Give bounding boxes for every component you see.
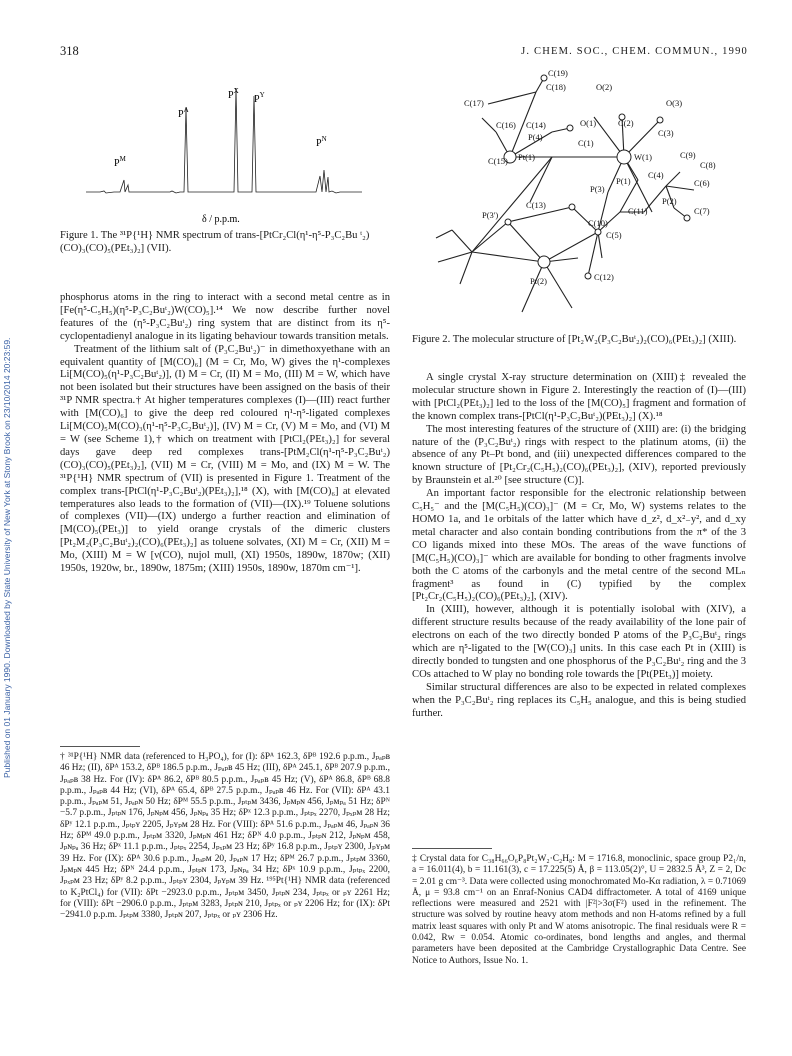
atom-c7: C(7) — [694, 206, 710, 216]
crystal-data-footnote: ‡ Crystal data for C₃₈H₆₆O₆P₈Pt₂W₂·C₂H₈: M = 1716.8, monoclinic, space group P2₁/n, a = 16.011(4), b = 11.161(3), c = 17.225(5) Å, β = 113.05(2)°, U = 2832.5 Å³, Z = 2, Dc = 2.01 g cm⁻³. Data were collected using monochromated Mo-Kα radiation, λ = 0.71069 Å, μ = 93.8 cm⁻¹ on an Enraf-Nonius CAD4 diffractometer. A total of 4169 unique reflections were measured and 2521 with |F²|>3σ(F²) used in the refinement. The structure was solved by routine heavy atom methods and non H-atoms refined by a full matrix least squares with only Pt and W atoms anisotropic. The final residuals were R = 0.042, Rw = 0.054. Atomic co-ordinates, bond lengths and angles, and thermal parameters have been deposited at the Cambridge Crystallographic Data Centre. See Notice to Authors, Issue No. 1. — [412, 854, 746, 966]
atom-c8: C(8) — [700, 160, 716, 170]
footnote-rule-left — [60, 746, 140, 747]
atom-c10: C(10) — [588, 218, 608, 228]
atom-c3: C(3) — [658, 128, 674, 138]
journal-header: J. CHEM. SOC., CHEM. COMMUN., 1990 — [521, 46, 748, 57]
footnote-rule-right — [412, 848, 492, 849]
atom-c17: C(17) — [464, 98, 484, 108]
page-number: 318 — [60, 44, 79, 58]
atom-c5: C(5) — [606, 230, 622, 240]
nmr-data-footnote: † ³¹P{¹H} NMR data (referenced to H₃PO₄), for (I): δPᴬ 162.3, δPᴮ 192.6 p.p.m., Jₚₐₚʙ 46 Hz; (II), δPᴬ 153.2, δPᴮ 186.5 p.p.m., Jₚₐₚʙ 45 Hz; (III), δPᴬ 245.1, δPᴮ 207.9 p.p.m., Jₚₐₚʙ 38 Hz. For (IV): δPᴬ 86.2, δPᴮ 80.5 p.p.m., Jₚₐₚʙ 45 Hz; (V), δPᴬ 86.8, δPᴮ 68.8 p.p.m., Jₚₐₚʙ 44 Hz; (VI), δPᴬ 65.4, δPᴮ 27.5 p.p.m., Jₚₐₚʙ 46 Hz. For (VII): δPᴬ 43.1 p.p.m., Jₚₐₚᴍ 51, Jₚₐₚɴ 50 Hz; δPᴹ 55.5 p.p.m., Jₚₜₚᴍ 3436, Jₚᴍₚɴ 456, Jₚᴍₚₐ 51 Hz; δPᴺ −5.7 p.p.m., Jₚₜₚɴ 176, Jₚɴₚᴍ 456, Jₚɴₚₐ 35 Hz; δPˣ 12.3 p.p.m., Jₚₜₚₓ 2270, Jₚₓₚᴍ 28 Hz; δPʸ 12.1 p.p.m., Jₚₜₚʏ 2205, Jₚʏₚᴍ 28 Hz. For (VIII): δPᴬ 51.6 p.p.m., Jₚₐₚᴍ 46, Jₚₐₚɴ 36 Hz; δPᴹ 49.0 p.p.m., Jₚₜₚᴍ 3320, Jₚᴍₚɴ 461 Hz; δPᴺ 4.0 p.p.m., Jₚₜₚɴ 212, Jₚɴₚᴍ 458, Jₚɴₚₐ 36 Hz; δPˣ 11.1 p.p.m., Jₚₜₚₓ 2254, Jₚₓₚᴍ 23 Hz; δPʸ 16.8 p.p.m., Jₚₜₚʏ 2300, Jₚʏₚᴍ 39 Hz. For (IX): δPᴬ 30.6 p.p.m., Jₚₐₚᴍ 20, Jₚₐₚɴ 17 Hz; δPᴹ 26.7 p.p.m., Jₚₜₚᴍ 3360, Jₚᴍₚɴ 445 Hz; δPᴺ 24.4 p.p.m., Jₚₜₚɴ 173, Jₚɴₚₐ 34 Hz; δPˣ 10.9 p.p.m., Jₚₜₚₓ 2200, Jₚₓₚᴍ 23 Hz; δPʸ 8.2 p.p.m., Jₚₜₚʏ 2304, Jₚʏₚᴍ 39 Hz. ¹⁹⁵Pt{¹H} NMR data (referenced to K₂PtCl₄) for (VII): δPt −2923.0 p.p.m., Jₚₜₚᴍ 3450, Jₚₜₚɴ 234, Jₚₜₚₓ or ₚʏ 2261 Hz; for (VIII): δPt −2906.0 p.p.m., Jₚₜₚᴍ 3283, Jₚₜₚɴ 210, Jₚₜₚₓ or ₚʏ 2206 Hz; for (IX): δPt −2941.0 p.p.m. Jₚₜₚᴍ 3380, Jₚₜₚɴ 207, Jₚₜₚₓ or ₚʏ 2306 Hz. — [60, 752, 390, 921]
atom-o2: O(2) — [596, 82, 613, 92]
atom-c1: C(1) — [578, 138, 594, 148]
atom-c18: C(18) — [546, 82, 566, 92]
atom-c19: C(19) — [548, 68, 568, 78]
atom-o1: O(1) — [580, 118, 597, 128]
peak-label-pn: $P^N$ — [316, 135, 327, 149]
peak-label-px: $P^X$ — [228, 87, 239, 101]
right-paragraph-1: A single crystal X-ray structure determination on (XIII)‡ revealed the molecular structure shown in Figure 2. Interestingly the reaction of (I)—(III) with [PtCl₂(PEt₃)₂] led to the loss of the [M(CO)₅] fragment and formation of the known complex trans-[PtCl(η¹-P₃C₂Buᵗ₂)(PEt₃)₂] (X).¹⁸ — [412, 372, 746, 422]
peak-label-py: $P^Y$ — [254, 91, 265, 105]
atom-c9: C(9) — [680, 150, 696, 160]
atom-c6: C(6) — [694, 178, 710, 188]
atom-c15: C(15) — [488, 156, 508, 166]
molecule-svg — [412, 62, 732, 334]
right-paragraph-3: An important factor responsible for the electronic relationship between C₅H₅⁻ and the [M(C₅H₅)(CO)₃]⁻ (M = Cr, Mo, W) systems relates to the HOMO 1a, and 1e orbitals of the latter which have d_z², d_x²₋y², and d_xy metal character and also contain bonding contributions from the π* of the 3 CO ligands mixed into these MOs. The areas of the wave functions of [M(C₅H₅)(CO)₃]⁻ which are available for bonding to other fragments involve both the C atoms of the carbonyls and the metal centre of the second MLₙ fragment³ as found in (C) typified by the complex [Pt₂Cr₂(C₅H₅)₂(CO)₆(PEt₃)₂], (XIV). — [412, 488, 746, 603]
atom-c2: C(2) — [618, 118, 634, 128]
left-paragraph-2: Treatment of the lithium salt of (P₃C₂Buᵗ₂)⁻ in dimethoxyethane with an equivalent quantity of [M(CO)₆] (M = Cr, Mo, W) gives the η¹-complexes Li[M(CO)₅(η¹-P₃C₂Buᵗ₂)], (I) M = Cr, (II) M = Mo, (III) M = W, which have not been isolated but their structures have been assigned on the basis of their ³¹P NMR spectra.† At higher temperatures complexes (I)—(III) react further with [M(CO)₆] to give the deep red coloured η¹-η⁵-ligated complexes Li[M(CO)₅M(CO)₃(η¹-η⁵-P₃C₂Buᵗ₂)], (IV) M = Cr, (V) M = Mo, and (VI) M = W (see Scheme 1),† which on treatment with [PtCl₂(PEt₃)₂] for several days gave deep red complexes trans-[PtM₂Cl(η¹-η⁵-P₃C₂Buᵗ₂)(CO)₃(CO)₅(PEt₃)₂], (VII) M = Cr, (VIII) M = Mo, and (IX) M = W. The ³¹P{¹H} NMR spectrum of (VII) is presented in Figure 1. Treatment of the complex trans-[PtCl(η¹-P₃C₂Buᵗ₂)(PEt₃)₂],¹⁸ (X), with [M(CO)₆] at elevated temperatures also leads to the formation of (VII)—(IX).¹⁹ Toluene solutions of complexes (VII)—(IX) undergo a further reaction and elimination of [M(CO)₅(PEt₃)] to yield orange crystals of the dimeric clusters [Pt₂M₂(P₃C₂Buᵗ₂)₂(CO)₆(PEt₃)₂] as toluene solvates, (XI) M = Cr, (XII) M = Mo, (XIII) M = W [ν(CO), nujol mull, (XI) 1950s, 1890w, 1870w; (XII) 1950s, 1920w, br., 1890w, 1875m; (XIII) 1950s, 1890w, 1870m cm⁻¹]. — [60, 343, 390, 575]
atom-p3-prime: P(3') — [482, 210, 499, 220]
nmr-spectrum-svg — [80, 82, 370, 228]
atom-c14: C(14) — [526, 120, 546, 130]
atom-pt1: Pt(1) — [518, 152, 535, 162]
right-paragraph-4: In (XIII), however, although it is potentially isolobal with (XIV), a different structure results because of the ready availability of the lone pair of electrons on each of the two directly bonded P atoms of the P₃C₂Buᵗ₂ rings which are η⁵-ligated to the [W(CO)₃] units. In this case each Pt in (XIII) is directly bonded to tungsten and one phosphorus of the P₃C₂Buᵗ₂ ring and the 3 COs attached to W play no bonding role towards the [Pt(PEt₃)] moiety. — [412, 604, 746, 680]
atom-pt2: Pt(2) — [530, 276, 547, 286]
atom-o3: O(3) — [666, 98, 683, 108]
atom-c12: C(12) — [594, 272, 614, 282]
left-paragraph-1: phosphorus atoms in the ring to interact with a second metal centre as in [Fe(η⁵-C₅H₅)(η⁵-P₃C₂Buᵗ₂)W(CO)₅].¹⁴ We now describe further novel features of the (η⁵-P₃C₂Buᵗ₂) ring system that are distinct from its η⁵-cyclopentadienyl analogue in its ligating behaviour towards transition metals. — [60, 292, 390, 342]
x-axis-label: δ / p.p.m. — [202, 214, 240, 225]
atom-p1: P(1) — [616, 176, 631, 186]
atom-c13: C(13) — [526, 200, 546, 210]
peak-label-pa: $P^A$ — [178, 106, 189, 120]
atom-c11: C(11) — [628, 206, 648, 216]
peak-label-pm: $P^M$ — [114, 155, 126, 169]
atom-c16: C(16) — [496, 120, 516, 130]
right-paragraph-5: Similar structural differences are also to be expected in related complexes when the P₃C₂Buᵗ₂ ring replaces its C₅H₅ analogue, and this is being studied further. — [412, 681, 746, 719]
figure2-structure — [412, 62, 732, 334]
right-paragraph-2: The most interesting features of the structure of (XIII) are: (i) the bridging nature of the (P₃C₂Buᵗ₂) rings with respect to the platinum atoms, (ii) the absence of any Pt–Pt bond, and (iii) unexpected differences compared to the known structure of [Pt₂Cr₂(C₅H₅)₂(CO)₆(PEt₃)₂], (XIV), reported previously by Braunstein et al.²⁰ [see structure (C)]. — [412, 423, 746, 487]
atom-c4: C(4) — [648, 170, 664, 180]
left-column-text — [60, 292, 390, 576]
right-column-text — [412, 372, 746, 720]
download-notice-sidebar[interactable]: Published on 01 January 1990. Downloaded by State University of New York at Stony Brook on 23/10/2014 20:23:59. — [2, 337, 12, 779]
figure1-caption: Figure 1. The ³¹P{¹H} NMR spectrum of trans-[PtCr₂Cl(η¹-η⁵-P₃C₂Bu ᵗ₂)(CO)₃(CO)₅(PEt₃)₂] (VII). — [60, 230, 370, 254]
atom-p2: P(2) — [662, 196, 677, 206]
figure2-caption: Figure 2. The molecular structure of [Pt₂W₂(P₃C₂Buᵗ₂)₂(CO)₆(PEt₃)₂] (XIII). — [412, 334, 737, 345]
figure1-spectrum — [80, 82, 370, 228]
atom-p4: P(4) — [528, 132, 543, 142]
atom-w1: W(1) — [634, 152, 652, 162]
atom-p3: P(3) — [590, 184, 605, 194]
